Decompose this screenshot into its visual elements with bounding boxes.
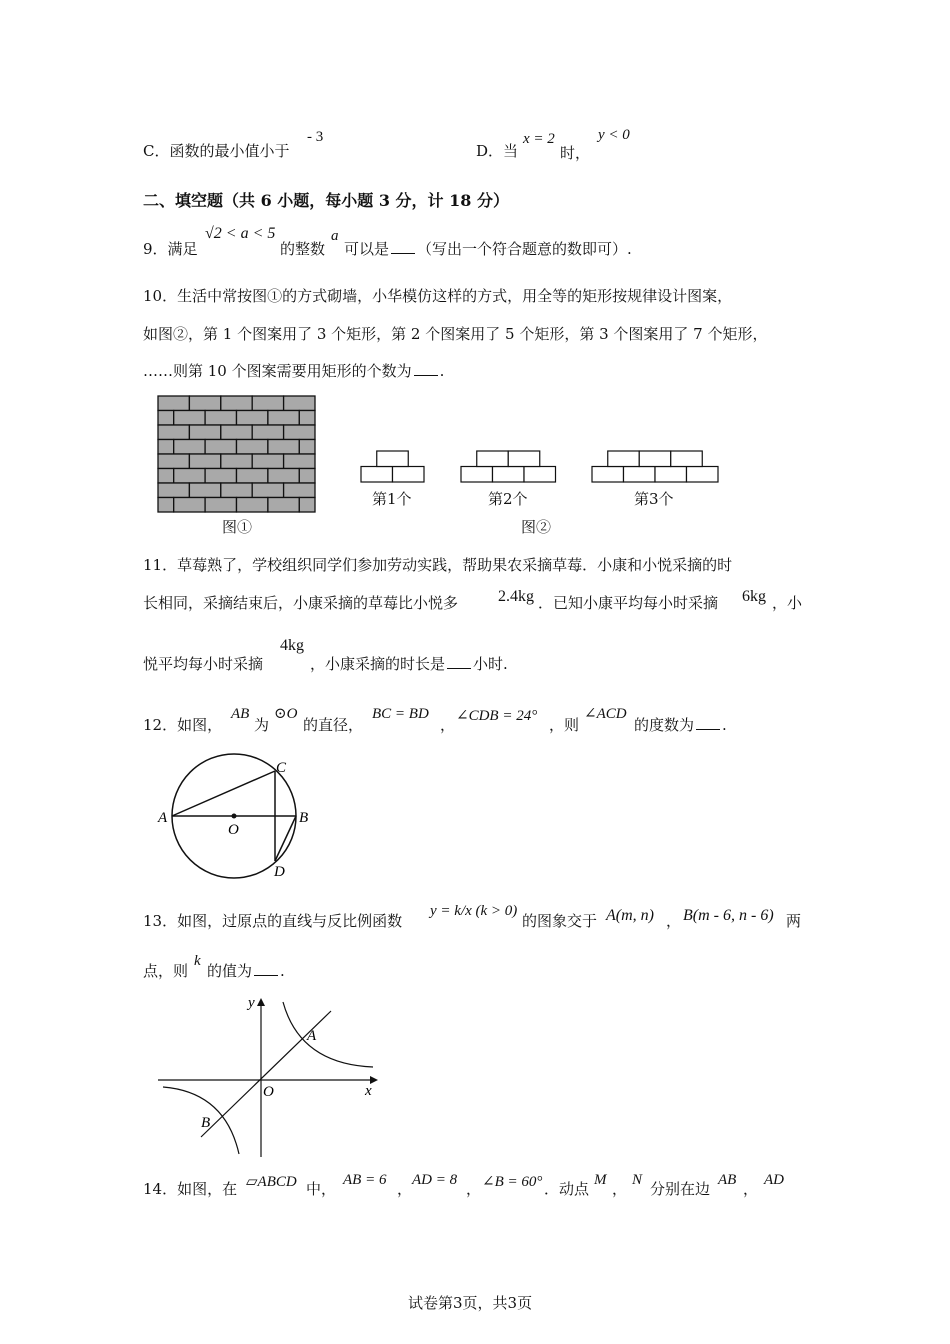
- wall-brick: [158, 498, 174, 513]
- option-d-text: D．当: [476, 142, 519, 160]
- option-c-value: - 3: [307, 129, 324, 145]
- q11-line3a: 悦平均每小时采摘: [143, 655, 264, 673]
- q10-line3-text: ……则第 10 个图案需要用矩形的个数为: [143, 362, 412, 380]
- q9-post: [344, 238, 632, 259]
- q11-line2a: 长相同，采摘结束后，小康采摘的草莓比小悦多: [143, 594, 459, 612]
- pattern-rectangle: [592, 467, 624, 483]
- label-point-b: B: [201, 1115, 211, 1131]
- pattern-rectangle: [524, 467, 556, 483]
- label-b: B: [299, 810, 309, 826]
- q11-line2c: ，小: [772, 594, 803, 612]
- fig2-caption: 图②: [521, 518, 552, 536]
- label-o: O: [228, 822, 239, 838]
- q9-answer-blank[interactable]: [391, 253, 415, 254]
- q13-point-b: B(m - 6, n - 6): [683, 907, 774, 924]
- label-origin: O: [263, 1084, 274, 1100]
- q12-answer-blank[interactable]: [696, 729, 720, 730]
- q12-post: 的度数为 .: [634, 716, 727, 734]
- q13-line2b: 的值为 .: [207, 962, 285, 980]
- pattern-figure: [355, 445, 725, 490]
- wall-brick: [158, 440, 174, 455]
- pattern-rectangle: [624, 467, 656, 483]
- wall-brick: [237, 440, 268, 455]
- q14-comma3: ，: [612, 1180, 628, 1198]
- q11-value1: 2.4kg: [498, 588, 534, 605]
- pattern-rectangle: [508, 451, 540, 467]
- wall-brick: [284, 454, 315, 469]
- wall-brick: [158, 425, 189, 440]
- q14-n: N: [632, 1172, 643, 1188]
- option-d-condition: x = 2: [523, 131, 555, 147]
- wall-brick: [189, 425, 220, 440]
- q10-line1: 10．生活中常按图①的方式砌墙，小华模仿这样的方式，用全等的矩形按规律设计图案，: [143, 287, 733, 305]
- wall-brick: [205, 411, 236, 426]
- wall-brick: [299, 469, 315, 484]
- q14-dong: ．动点: [544, 1180, 590, 1198]
- wall-brick: [221, 483, 252, 498]
- wall-brick: [284, 483, 315, 498]
- q12-diameter: 的直径，: [303, 716, 364, 734]
- q14-ad2: AD: [764, 1172, 784, 1188]
- option-d-mid: 时，: [560, 144, 591, 162]
- wall-brick: [189, 396, 220, 411]
- pattern-rectangle: [477, 451, 509, 467]
- wall-brick: [221, 396, 252, 411]
- wall-brick: [299, 498, 315, 513]
- q11-answer-blank[interactable]: [447, 668, 471, 669]
- label-x: x: [365, 1083, 372, 1099]
- q14-comma2: ，: [466, 1180, 482, 1198]
- wall-brick: [158, 454, 189, 469]
- pattern-rectangle: [608, 451, 640, 467]
- pattern-rectangle: [361, 467, 393, 483]
- wall-brick: [174, 469, 205, 484]
- q13-point-a: A(m, n): [606, 907, 654, 924]
- q12-post-text: 的度数为: [634, 716, 695, 734]
- pattern-rectangle: [461, 467, 493, 483]
- q12-arc-equal: BC = BD: [372, 706, 429, 722]
- pattern-rectangle: [393, 467, 425, 483]
- q10-answer-blank[interactable]: [414, 375, 438, 376]
- wall-brick: [252, 425, 283, 440]
- q9-tail: （写出一个符合题意的数即可）.: [417, 240, 632, 258]
- wall-brick: [299, 440, 315, 455]
- wall-brick: [174, 440, 205, 455]
- q9-prefix: 9．满足: [143, 240, 198, 258]
- circle-figure: [155, 752, 315, 882]
- label-y: y: [248, 995, 255, 1011]
- q13-two: 两: [786, 912, 802, 930]
- wall-brick: [237, 411, 268, 426]
- wall-brick: [189, 483, 220, 498]
- q11-value3: 4kg: [280, 637, 304, 654]
- q14-fen: 分别在边: [650, 1180, 711, 1198]
- q11-line1: 11．草莓熟了，学校组织同学们参加劳动实践，帮助果农采摘草莓．小康和小悦采摘的时: [143, 556, 733, 574]
- wall-brick: [237, 498, 268, 513]
- wall-brick: [252, 396, 283, 411]
- q12-angle-acd: ∠ACD: [584, 706, 627, 722]
- option-c: [143, 140, 289, 161]
- chord-ac: [172, 771, 275, 816]
- center-point: [232, 814, 237, 819]
- q13-k: k: [194, 953, 201, 969]
- q10-line2: 如图②，第 1 个图案用了 3 个矩形，第 2 个图案用了 5 个矩形，第 3 个图案用了 7 个矩形，: [143, 325, 768, 343]
- pattern2-caption: 第2个: [488, 490, 528, 508]
- q9-inequality: √2 < a < 5: [205, 225, 276, 242]
- q9-var: a: [331, 228, 339, 244]
- pattern-rectangle: [655, 467, 687, 483]
- pattern-rectangle: [639, 451, 671, 467]
- q12-comma1: ，: [440, 716, 456, 734]
- wall-brick: [268, 498, 299, 513]
- q14-ab: AB = 6: [343, 1172, 387, 1188]
- q12-wei: 为: [254, 716, 270, 734]
- wall-brick: [158, 411, 174, 426]
- section-heading: 二、填空题（共 6 小题，每小题 3 分，计 18 分）: [143, 191, 509, 210]
- wall-brick: [284, 396, 315, 411]
- coordinate-figure: [155, 992, 380, 1162]
- wall-brick: [205, 498, 236, 513]
- wall-brick: [284, 425, 315, 440]
- wall-brick: [268, 440, 299, 455]
- q11-line3c: 小时.: [473, 655, 508, 673]
- option-d: [476, 140, 518, 161]
- q10-line3: ……则第 10 个图案需要用矩形的个数为 .: [143, 362, 445, 380]
- label-a: A: [158, 810, 168, 826]
- q13-function: y = k/x (k > 0): [430, 903, 518, 919]
- hyperbola-branch-1: [283, 1002, 373, 1067]
- page-footer: 试卷第3页，共3页: [408, 1294, 533, 1312]
- q14-angle-b: ∠B = 60°: [482, 1174, 543, 1190]
- option-c-text: C．函数的最小值小于: [143, 142, 290, 160]
- label-d: D: [274, 864, 285, 880]
- q14-comma1: ，: [397, 1180, 413, 1198]
- q14-ad: AD = 8: [412, 1172, 458, 1188]
- q13-prefix: 13．如图，过原点的直线与反比例函数: [143, 912, 403, 930]
- wall-brick: [252, 483, 283, 498]
- q13-line2b-text: 的值为: [207, 962, 253, 980]
- q12-ab: AB: [231, 706, 250, 722]
- q13-line2a: 点，则: [143, 962, 189, 980]
- wall-brick: [221, 425, 252, 440]
- q14-parallelogram: ▱ABCD: [246, 1174, 297, 1190]
- pattern-rectangle: [687, 467, 719, 483]
- pattern1-caption: 第1个: [372, 490, 412, 508]
- q13-answer-blank[interactable]: [254, 975, 278, 976]
- q14-comma4: ，: [743, 1180, 759, 1198]
- wall-brick: [268, 469, 299, 484]
- pattern-rectangle: [671, 451, 703, 467]
- q9-mid: 的整数: [280, 240, 326, 258]
- pattern3-caption: 第3个: [634, 490, 674, 508]
- q11-line3: [310, 653, 508, 674]
- wall-brick: [189, 454, 220, 469]
- q14-prefix: 14．如图，在: [143, 1180, 238, 1198]
- q12-then: ，则: [549, 716, 580, 734]
- brick-wall-figure: [155, 393, 320, 513]
- option-d-result: y < 0: [598, 127, 630, 143]
- q11-line3b: ，小康采摘的时长是: [310, 655, 446, 673]
- wall-brick: [158, 483, 189, 498]
- wall-brick: [158, 469, 174, 484]
- wall-brick: [221, 454, 252, 469]
- wall-brick: [299, 411, 315, 426]
- pattern-rectangle: [377, 451, 409, 467]
- wall-brick: [205, 440, 236, 455]
- wall-brick: [237, 469, 268, 484]
- q14-m: M: [594, 1172, 607, 1188]
- q14-ab2: AB: [718, 1172, 737, 1188]
- wall-brick: [174, 498, 205, 513]
- q11-line2b: ．已知小康平均每小时采摘: [538, 594, 719, 612]
- wall-brick: [205, 469, 236, 484]
- wall-brick: [158, 396, 189, 411]
- q13-mid: 的图象交于: [522, 912, 598, 930]
- pattern-rectangle: [493, 467, 525, 483]
- label-c: C: [276, 760, 287, 776]
- q14-zhong: 中，: [306, 1180, 337, 1198]
- q13-comma: ，: [666, 912, 682, 930]
- q12-circle-o: ⊙O: [274, 706, 298, 722]
- y-axis-arrow-icon: [257, 998, 265, 1006]
- label-point-a: A: [307, 1028, 317, 1044]
- q11-value2: 6kg: [742, 588, 766, 605]
- q12-prefix: 12．如图，: [143, 716, 223, 734]
- wall-brick: [268, 411, 299, 426]
- wall-brick: [174, 411, 205, 426]
- chord-db: [275, 816, 296, 861]
- q9-post-text: 可以是: [344, 240, 390, 258]
- fig1-caption: 图①: [222, 518, 253, 536]
- q12-angle-cdb: ∠CDB = 24°: [456, 708, 538, 724]
- wall-brick: [252, 454, 283, 469]
